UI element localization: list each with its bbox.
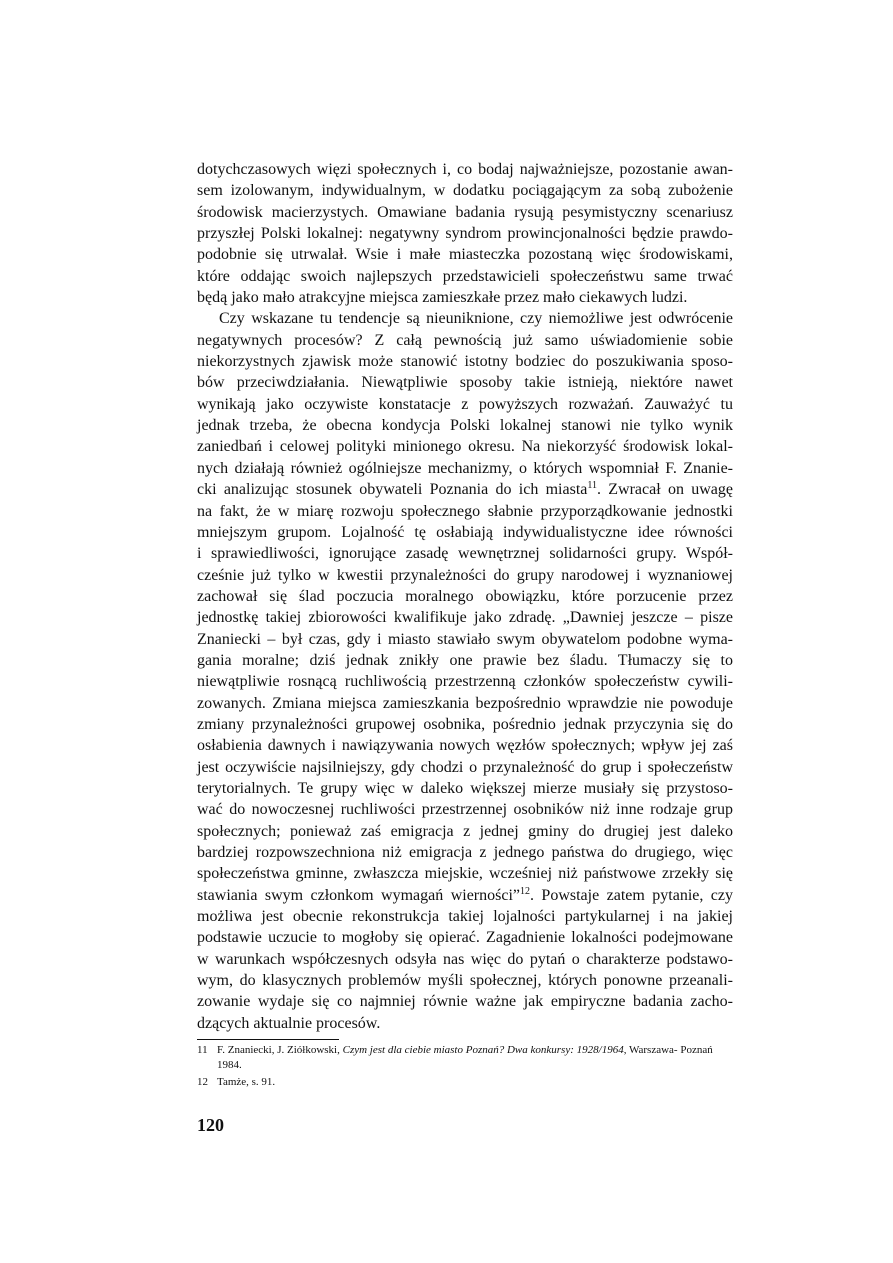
body-text [197,159,733,1034]
text-line [197,714,733,735]
line-text: zachował się ślad poczucia moralnego obowiązku, które porzucenie przez [197,587,733,605]
text-line [197,693,733,714]
text-line [197,735,733,756]
line-text: zaniedbań i celowej polityki minionego okresu. Na niekorzyść środowisk lokal- [197,438,733,456]
line-text: i sprawiedliwości, ignorujące zasadę wewnętrznej solidarności grupy. Współ- [197,545,733,563]
footnote-authors: F. Znaniecki, J. Ziółkowski, [217,1044,343,1057]
text-line [197,394,733,415]
text-line [197,180,733,201]
footnote-number: 11 [197,1044,208,1057]
page-number: 120 [197,1114,224,1135]
line-text: dzących aktualnie procesów. [197,1014,381,1032]
text-line [197,586,733,607]
footnote-title: Czym jest dla ciebie miasto Poznań? Dwa konkursy: 1928/1964 [342,1044,624,1057]
text-line [197,1013,733,1034]
text-line [197,330,733,351]
line-text: społecznych; ponieważ zaś emigracja z jednej gminy do drugiej jest daleko [197,822,733,840]
footnote-place: , Warszawa- [623,1044,678,1057]
text-line [197,522,733,543]
text-line [197,501,733,522]
text-line [197,223,733,244]
text-line [197,266,733,287]
line-text: które oddając swoich najlepszych przedstawicieli społeczeństwu same trwać [197,267,733,285]
text-line [197,436,733,457]
text-line [197,799,733,820]
line-text: podobnie się utrwalał. Wsie i małe miasteczka pozostaną więc środowiskami, [197,246,733,264]
line-text: Czy wskazane tu tendencje są nieuniknione, czy niemożliwe jest odwrócenie [219,310,733,328]
line-text: jednostkę takiej zbiorowości kwalifikuje jako zdradę. „Dawniej jeszcze – pisze [197,609,733,627]
line-text: Znaniecki – był czas, gdy i miasto stawiało swym obywatelom podobne wyma- [197,630,733,648]
line-text: bardziej rozpowszechniona niż emigracja z jednego państwa do drugiego, więc [197,844,733,861]
line-text: wać do nowoczesnej ruchliwości przestrzennej osobników niż inne rodzaje grup [197,801,733,819]
text-line [197,757,733,778]
line-text: osłabienia dawnych i nawiązywania nowych węzłów społecznych; wpływ jej zaś [197,737,733,755]
line-text: zmiany przynależności grupowej osobnika, pośrednio jednak przyczynia się do [197,715,733,733]
line-text: dotychczasowych więzi społecznych i, co bodaj najważniejsze, pozostanie awan- [197,161,733,178]
text-line [197,308,733,329]
line-text: możliwa jest obecnie rekonstrukcja takiej lojalności partykularnej i na jakiej [197,908,733,926]
footnote-reference: 12 [520,885,530,897]
text-line [197,565,733,586]
text-line [197,607,733,628]
footnote-text: Tamże, s. 91. [217,1076,276,1089]
line-text: nych działają również ogólniejsze mechanizmy, o których wspomniał F. Znanie- [197,459,733,477]
text-line [197,991,733,1012]
line-text: podstawie uczucie to mogłoby się opierać. Zagadnienie lokalności podejmowane [197,929,733,947]
line-text: terytorialnych. Te grupy więc w daleko większej mierze musiały się przystoso- [197,779,733,797]
text-line [197,159,733,180]
line-text: negatywnych procesów? Z całą pewnością już samo uświadomienie sobie [197,331,733,349]
line-text: mniejszym grupom. Lojalność tę osłabiają indywidualistyczne idee równości [197,523,733,541]
line-text: społeczeństwa gminne, zwłaszcza miejskie, wcześniej niż państwowe zrzekły się [197,865,733,883]
line-text: . Zwracał on uwagę [597,481,733,499]
footnote-reference: 11 [587,480,597,492]
line-text: na fakt, że w miarę rozwoju społecznego słabnie przyporządkowanie jednostki [197,502,733,520]
line-text: zowanie wydaje się co najmniej równie ważne jak empiryczne badania zacho- [197,993,733,1011]
text-line [197,821,733,842]
text-line [197,351,733,372]
line-text: zowanych. Zmiana miejsca zamieszkania bezpośrednio wprawdzie nie powoduje [197,694,733,712]
text-line [197,778,733,799]
text-line [197,287,733,308]
footnote-11 [197,1043,733,1072]
paragraph [197,308,733,1034]
text-line [197,650,733,671]
line-text: stawiania swym członkom wymagań wierności” [197,886,520,904]
line-text: . Powstaje zatem pytanie, czy [530,886,734,904]
line-text: niekorzystnych zjawisk może stanowić istotny bodziec do poszukiwania sposo- [197,353,733,371]
line-text: gania moralne; dziś jednak znikły one prawie bez śladu. Tłumaczy się to [197,651,733,669]
text-line [197,479,733,500]
text-line [197,629,733,650]
footnote-place-year: Poznań 1984. [217,1044,713,1071]
text-line [197,970,733,991]
text-line [197,885,733,906]
text-line [197,927,733,948]
text-line [197,543,733,564]
text-line [197,842,733,863]
line-text: niewątpliwie rosnącą ruchliwością przestrzenną członków społeczeństw cywili- [197,673,733,691]
line-text: jest oczywiście najsilniejszy, gdy chodzi o przynależność do grup i społeczeństw [197,758,733,776]
line-text: przyszłej Polski lokalnej: negatywny syndrom prowincjonalności będzie prawdo- [197,225,733,243]
text-line [197,458,733,479]
line-text: cki analizując stosunek obywateli Poznania do ich miasta [197,481,588,499]
page-column [197,159,733,1136]
line-text: w warunkach współczesnych odsyła nas więc do pytań o charakterze podstawo- [197,950,733,968]
line-text: będą jako mało atrakcyjne miejsca zamieszkałe przez mało ciekawych ludzi. [197,289,688,307]
line-text: cześnie już tylko w kwestii przynależności do grupy narodowej i wyznaniowej [197,566,733,584]
line-text: bów przeciwdziałania. Niewątpliwie sposoby takie istnieją, niektóre nawet [197,374,733,392]
line-text: środowisk macierzystych. Omawiane badania rysują pesymistyczny scenariusz [197,203,733,221]
footnote-separator [197,1039,339,1040]
text-line [197,671,733,692]
text-line [197,372,733,393]
footnote-12 [197,1075,733,1090]
line-text: wynikają jako oczywiste konstatacje z powyższych rozważań. Zauważyć tu [197,395,733,413]
line-text: jednak trzeba, że obecna kondycja Polski lokalnej stanowi nie tylko wynik [197,417,733,435]
text-line [197,415,733,436]
text-line [197,949,733,970]
text-line [197,906,733,927]
footnote-number: 12 [197,1076,208,1089]
line-text: sem izolowanym, indywidualnym, w dodatku pociągającym za sobą zubożenie [197,182,733,200]
text-line [197,202,733,223]
paragraph [197,159,733,308]
text-line [197,863,733,884]
text-line [197,244,733,265]
line-text: wym, do klasycznych problemów myśli społecznej, których ponowne przeanali- [197,972,733,990]
